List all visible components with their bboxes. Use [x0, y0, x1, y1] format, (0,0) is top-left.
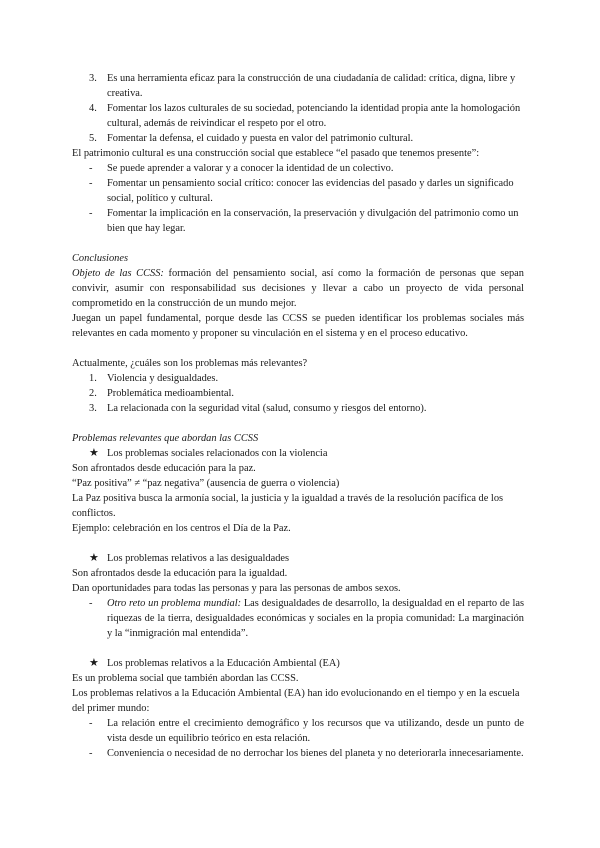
reto-label: Otro reto un problema mundial: [107, 598, 242, 609]
list-item [72, 176, 524, 206]
patrimonio-list [72, 161, 524, 236]
list-item-text: Fomentar los lazos culturales de su sociedad, potenciando la identidad propia ante la homologación cultural, además de reivindicar el respeto por el otro. [107, 103, 521, 129]
list-item [72, 371, 524, 386]
star-list-item [72, 446, 524, 461]
dash-bullet: - [89, 208, 93, 219]
list-number: 3. [89, 403, 97, 414]
list-item [72, 161, 524, 176]
actualmente-list [72, 371, 524, 416]
list-item-text: Fomentar la defensa, el cuidado y puesta en valor del patrimonio cultural. [107, 133, 414, 144]
desigualdades-list [72, 596, 524, 641]
list-item [72, 101, 524, 131]
dash-bullet: - [89, 178, 93, 189]
ambiental-star-item [72, 656, 524, 671]
intro-numbered-list [72, 71, 524, 146]
star-icon: ★ [89, 552, 99, 564]
list-number: 5. [89, 133, 97, 144]
reto-text: Las desigualdades de desarrollo, la desigualdad en el reparto de las riquezas de la tierra, desigualdades económicas y sociales en la propia comunidad: La marginación y la “inmigración mal entendida”. [107, 598, 524, 639]
list-number: 1. [89, 373, 97, 384]
violencia-line-1: Son afrontados desde educación para la paz. [72, 463, 256, 474]
objeto-text: formación del pensamiento social, así como la formación de personas que sepan convivir, asumir con responsabilidad sus decisiones y llevar a cabo un proyecto de vida personal comprometido en la construcción de un mundo mejor. [72, 268, 524, 309]
list-item [72, 71, 524, 101]
section-title: Los problemas sociales relacionados con la violencia [107, 448, 328, 459]
list-item [72, 386, 524, 401]
papel-paragraph: Juegan un papel fundamental, porque desde las CCSS se pueden identificar los problemas sociales más relevantes en cada momento y proponer su vinculación en el sistema y en el proceso educativo. [72, 313, 524, 339]
violencia-line-3: La Paz positiva busca la armonía social, la justicia y la igualdad a través de la resolución pacífica de los conflictos. [72, 493, 504, 519]
list-item-text: Conveniencia o necesidad de no derrochar los bienes del planeta y no deteriorarla innecesariamente. [107, 748, 524, 759]
violencia-line-4: Ejemplo: celebración en los centros el Día de la Paz. [72, 523, 291, 534]
objeto-label: Objeto de las CCSS: [72, 268, 164, 279]
list-item-text: Violencia y desigualdades. [107, 373, 219, 384]
problemas-heading: Problemas relevantes que abordan las CCSS [72, 433, 259, 444]
list-item [72, 746, 524, 761]
section-title: Los problemas relativos a la Educación Ambiental (EA) [107, 658, 340, 669]
list-item [72, 206, 524, 236]
list-item-text: Se puede aprender a valorar y a conocer la identidad de un colectivo. [107, 163, 394, 174]
objeto-paragraph [72, 266, 524, 311]
list-number: 2. [89, 388, 97, 399]
ambiental-list [72, 716, 524, 761]
list-item [72, 716, 524, 746]
list-item [72, 401, 524, 416]
list-item-text: Problemática medioambiental. [107, 388, 234, 399]
star-icon: ★ [89, 657, 99, 669]
section-title: Los problemas relativos a las desigualdades [107, 553, 290, 564]
star-list-item [72, 656, 524, 671]
ambiental-line-2: Los problemas relativos a la Educación Ambiental (EA) han ido evolucionando en el tiempo y en la escuela del primer mundo: [72, 688, 520, 714]
desigualdades-line-1: Son afrontados desde la educación para la igualdad. [72, 568, 288, 579]
conclusiones-heading: Conclusiones [72, 253, 128, 264]
desigualdades-line-2: Dan oportunidades para todas las personas y para las personas de ambos sexos. [72, 583, 401, 594]
list-item-text: Es una herramienta eficaz para la construcción de una ciudadanía de calidad: crítica, digna, libre y creativa. [107, 73, 516, 99]
list-number: 3. [89, 73, 97, 84]
violencia-line-2: “Paz positiva” ≠ “paz negativa” (ausencia de guerra o violencia) [72, 478, 340, 489]
document-content [72, 71, 524, 761]
dash-bullet: - [89, 718, 93, 729]
list-item [72, 596, 524, 641]
list-item-text: Fomentar un pensamiento social crítico: conocer las evidencias del pasado y darles un significado social, político y cultural. [107, 178, 514, 204]
list-number: 4. [89, 103, 97, 114]
violencia-star-item [72, 446, 524, 461]
patrimonio-intro: El patrimonio cultural es una construcción social que establece “el pasado que tenemos presente”: [72, 148, 480, 159]
list-item-text: La relación entre el crecimiento demográfico y los recursos que va utilizando, desde un punto de vista desde un equilibrio teórico en esta relación. [107, 718, 524, 744]
desigualdades-star-item [72, 551, 524, 566]
list-item-text: Fomentar la implicación en la conservación, la preservación y divulgación del patrimonio como un bien que hay legar. [107, 208, 519, 234]
dash-bullet: - [89, 748, 93, 759]
star-list-item [72, 551, 524, 566]
dash-bullet: - [89, 598, 93, 609]
star-icon: ★ [89, 447, 99, 459]
list-item [72, 131, 524, 146]
list-item-text: La relacionada con la seguridad vital (salud, consumo y riesgos del entorno). [107, 403, 427, 414]
ambiental-line-1: Es un problema social que también abordan las CCSS. [72, 673, 299, 684]
dash-bullet: - [89, 163, 93, 174]
actualmente-question: Actualmente, ¿cuáles son los problemas más relevantes? [72, 358, 308, 369]
